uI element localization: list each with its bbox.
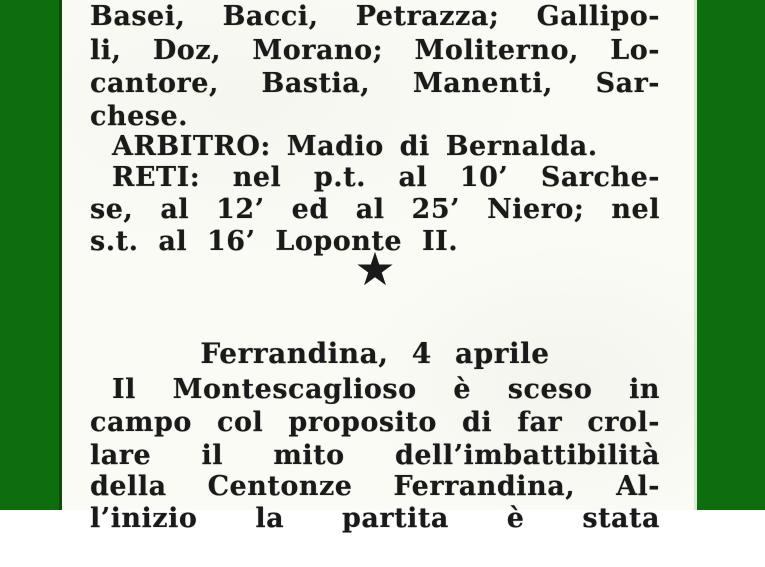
star-divider-icon: ★ bbox=[354, 242, 396, 296]
green-border-left bbox=[0, 0, 62, 510]
lineup-line: chese. bbox=[90, 101, 189, 132]
goals-line: s.t. al 16’ Loponte II. bbox=[90, 226, 459, 257]
dateline: Ferrandina, 4 aprile bbox=[200, 337, 550, 370]
goals-line: RETI: nel p.t. al 10’ Sarche- bbox=[112, 162, 660, 193]
body-line: Il Montescaglioso è sceso in bbox=[112, 374, 660, 405]
goals-line: se, al 12’ ed al 25’ Niero; nel bbox=[90, 194, 660, 225]
lineup-line: cantore, Bastia, Manenti, Sar- bbox=[90, 68, 660, 99]
green-border-right bbox=[694, 0, 765, 510]
body-line: campo col proposito di far crol- bbox=[90, 407, 660, 438]
body-line: lare il mito dell’imbattibilità bbox=[90, 440, 660, 471]
lineup-line: li, Doz, Morano; Moliterno, Lo- bbox=[90, 35, 660, 66]
referee-line: ARBITRO: Madio di Bernalda. bbox=[112, 131, 598, 162]
lineup-line: Basei, Bacci, Petrazza; Gallipo- bbox=[90, 1, 660, 32]
body-line-partial: l’inizio la partita è stata bbox=[90, 503, 660, 534]
newspaper-clipping bbox=[62, 0, 694, 534]
body-line: della Centonze Ferrandina, Al- bbox=[90, 471, 660, 502]
